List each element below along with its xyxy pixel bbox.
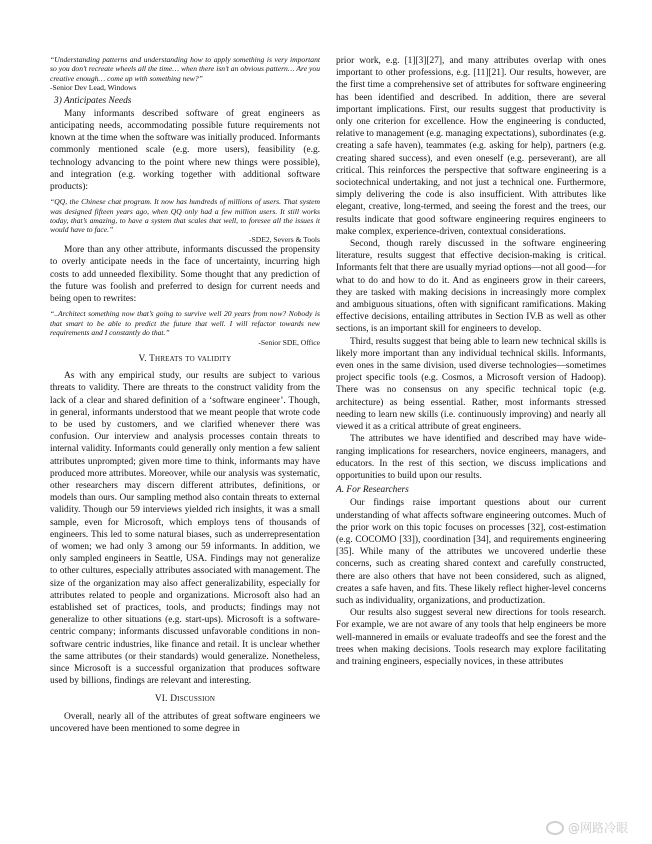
paragraph: More than any other attribute, informants discussed the propensity to overly anticipate needs in the face of uncertainty, incurring high costs to add unneeded flexibility. Some thought that any prediction of the future was foolish and preferred to design for current needs and being open to rewrites: <box>50 245 320 305</box>
paragraph: Many informants described software of great engineers as anticipating needs, accommodating possible future requirements not known at the time when the software was initially produced. Informants commonly mentioned scale (e.g. more users), feasibility (e.g. technology advancing to the point where new things were possible), and integration (e.g. working together with additional software products): <box>50 108 320 193</box>
paragraph: The attributes we have identified and described may have wide-ranging implications for researchers, novice engineers, managers, and educators. In the rest of this section, we discuss implications and opportunities to build upon our results. <box>336 434 606 481</box>
paragraph: Our findings raise important questions about our current understanding of what affects software engineering outcomes. Much of the prior work on this topic focuses on processes [32], cost-estimation (e.g. COCOMO [33]), coordination [34], and requirements engineering [35]. While many of the attributes we uncovered underlie these concerns, such as creating shared context and carefully constructed, there are also others that have not been considered, such as aligned, creates a safe haven, and fits. These likely reflect higher-level concerns such as individuality, organizations, and productization. <box>336 498 606 606</box>
section-heading-discussion: VI. Discussion <box>154 694 216 705</box>
quote-understanding-patterns: “Understanding patterns and understanding how to apply something is very important so you don’t recreate wheels all the time… when there isn’t an obvious pattern… Are you creative enough… come up with something new?” <box>50 55 320 83</box>
paragraph: prior work, e.g. [1][3][27], and many attributes overlap with ones important to other professions, e.g. [11][21]. Our results, however, are the first time a comprehensive set of attributes for software engineering has been identified and described. In addition, there are several important implications. First, our results suggest that productivity is only one criterion for excellence. How the engineering is conducted, relative to management (e.g. managing expectations), subordinates (e.g. creating a safe haven), teammates (e.g. asking for help), partners (e.g. creating shared success), and even oneself (e.g. perseverant), are all critical. This reinforces the perspective that software engineering is a sociotechnical undertaking, and not just a technical one. Furthermore, simply delivering the code is also insufficient. With attributes like elegant, creative, long-termed, and seeing the forest and the trees, our results indicate that good software engineering requires engineers to make complex, experience-driven, contextual considerations. <box>336 56 606 237</box>
watermark-text: @网路冷眼 <box>567 821 628 835</box>
left-column <box>50 55 320 735</box>
subsection-heading: A. For Researchers <box>336 485 409 496</box>
quote-architect: “..Architect something now that’s going to survive well 20 years from now? Nobody is that smart to be able to predict the future that well. I will refactor towards new requirements and I constantly do that.” <box>50 309 320 338</box>
quote-qq: “QQ, the Chinese chat program. It now has hundreds of millions of users. That system was designed fifteen years ago, when QQ only had a few million users. It still works today, that’s amazing, to have a system that scales that well, to foresee all the issues it would have to face.” <box>50 197 320 235</box>
watermark <box>546 819 628 836</box>
paragraph: Second, though rarely discussed in the software engineering literature, results suggest that effective decision-making is critical. Informants felt that there are usually myriad options—not all good—for what to do and how to do it. And as engineers grow in their careers, they are tasked with making decisions in increasingly more complex and ambiguous situations, often with significant ramifications. Making effective decisions, entailing attributes in Section IV.B as well as other sections, is an important skill for engineers to develop. <box>336 239 606 335</box>
quote-attribution: -SDE2, Severs & Tools <box>248 234 320 244</box>
paragraph: As with any empirical study, our results are subject to various threats to validity. There are threats to the construct validity from the lack of a clear and shared definition of a ‘software engineer’. Though, in general, informants understood that we meant people that wrote code to be used by customers, and we clarified whenever there was confusion. Our interview and analysis processes contain threats to internal validity. Informants could generally only mention a few salient attributes unprompted; given more time to think, informants may have produced more attributes. Moreover, while our analysis was systematic, other researchers may discern different attributes, definitions, or models than ours. Our sampling method also contain threats to external validity. Though our 59 interviews yielded rich insights, it was a small sample, even for Microsoft, which employs tens of thousands of engineers. This led to some natural biases, such as underrepresentation of women; we had only 3 among our 59 informants. In addition, we only sampled engineers in Seattle, USA. Findings may not generalize to other cultures, especially attributes associated with management. The size of the organization may also affect generalizability, especially for attributes related to people and organizations. Microsoft also had an established set of practices, tools, and products; findings may not generalize to other situations (e.g. start-ups). Microsoft is a software-centric company; informants discussed unfavorable conditions in non-software centric industries, like finance and retail. It is unclear whether the same attributes (or their standards) would generalize. Nonetheless, since Microsoft is a successful organization that produces software used by billions, findings are relevant and interesting. <box>50 371 320 687</box>
paragraph: Third, results suggest that being able to learn new technical skills is likely more important than any individual technical skills. Informants, even ones in the same division, used diverse technologies—sometimes project specific tools (e.g. Cosmos, a Microsoft version of Hadoop). There was no consensus on any specific technical topic (e.g. architecture) as being essential. Rather, most informants stressed needing to learn new skills (i.e. continuously improving) and nearly all viewed it as a critical attribute of great engineers. <box>336 336 606 433</box>
subsection-heading: 3) Anticipates Needs <box>54 95 132 106</box>
paragraph: Overall, nearly all of the attributes of great software engineers we uncovered have been mentioned to some degree in <box>50 711 320 734</box>
quote-attribution: -Senior SDE, Office <box>258 337 320 347</box>
weibo-icon <box>546 821 564 835</box>
section-heading-threats: V. Threats to validity <box>138 353 232 364</box>
quote-attribution: -Senior Dev Lead, Windows <box>50 83 137 93</box>
paragraph: Our results also suggest several new directions for tools research. For example, we are not aware of any tools that help engineers be more well-mannered in emails or evaluate tradeoffs and see the forest and the trees when making decisions. Tools research may explore facilitating and training engineers, especially novices, in these attributes <box>336 608 606 667</box>
right-column <box>336 55 606 668</box>
